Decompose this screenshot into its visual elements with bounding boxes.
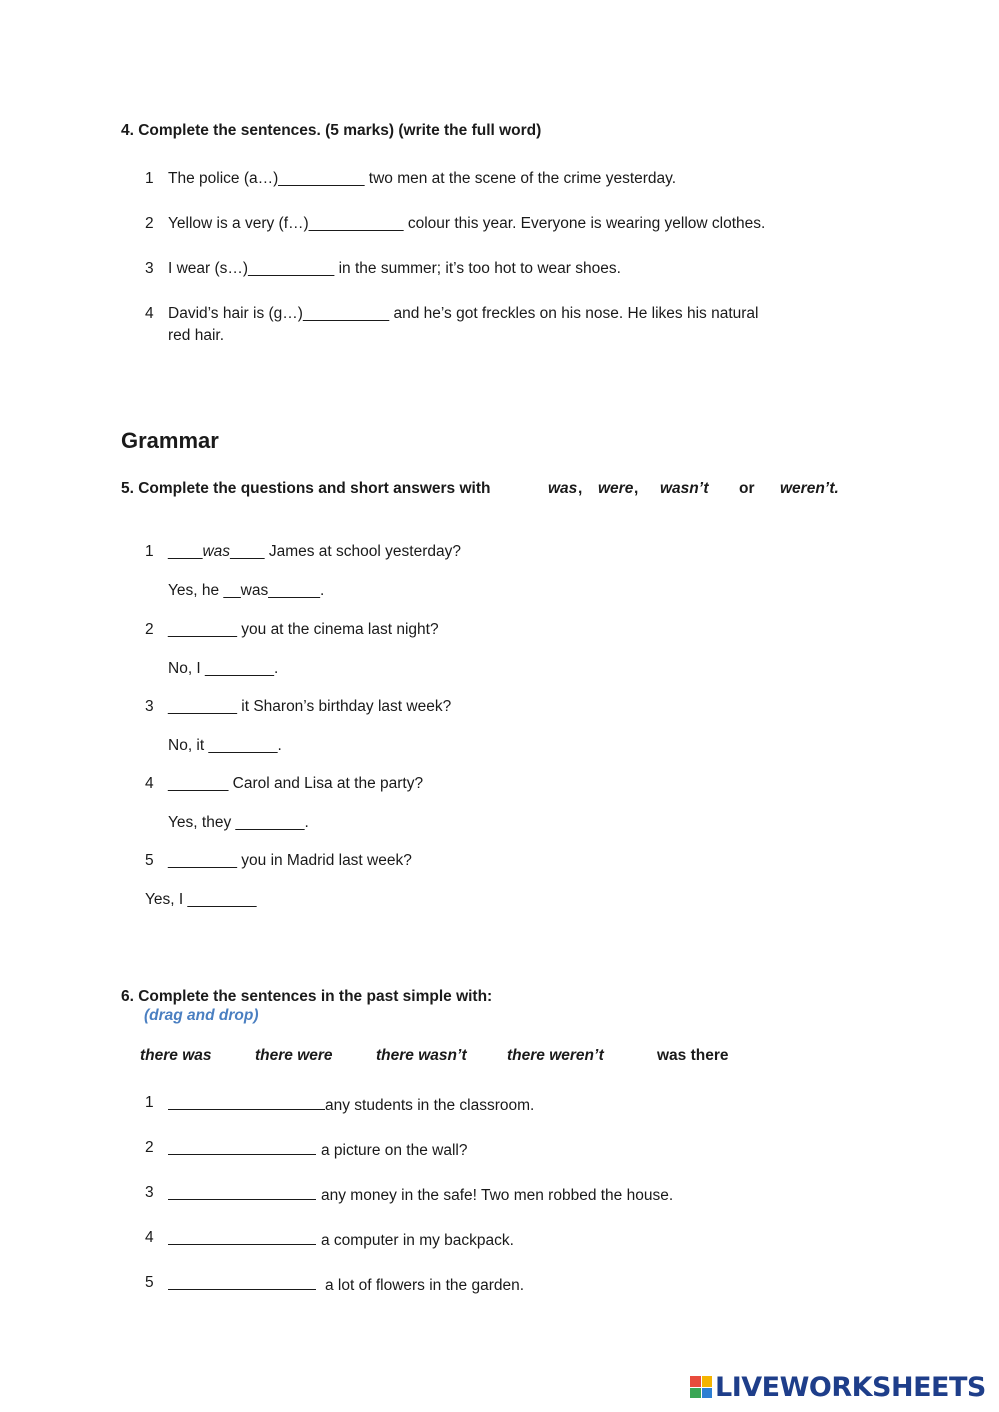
sentence-6-4: [168, 1229, 514, 1250]
item-number: 3: [145, 698, 154, 715]
sentence-4-2[interactable]: Yellow is a very (f…)___________ colour this year. Everyone is wearing yellow clothes.: [168, 215, 766, 232]
drag-drop-hint: (drag and drop): [144, 1007, 259, 1024]
word-was: was: [548, 480, 578, 497]
sentence-text: a computer in my backpack.: [321, 1232, 514, 1249]
answer-5-4[interactable]: Yes, they ________.: [168, 814, 309, 831]
drop-target[interactable]: [168, 1184, 316, 1200]
example-answer: was: [202, 543, 231, 560]
grammar-heading: Grammar: [121, 428, 219, 453]
answer-5-5[interactable]: Yes, I ________: [145, 891, 257, 908]
item-number: 2: [145, 1139, 154, 1156]
item-number: 1: [145, 1094, 154, 1111]
sentence-4-4-continued: red hair.: [168, 327, 225, 344]
question-5-3[interactable]: ________ it Sharon’s birthday last week?: [168, 698, 452, 715]
question-5-5[interactable]: ________ you in Madrid last week?: [168, 852, 412, 869]
item-number: 4: [145, 775, 154, 792]
drop-target[interactable]: [168, 1274, 316, 1290]
logo-text: LIVEWORKSHEETS: [715, 1371, 986, 1403]
sentence-text: a picture on the wall?: [321, 1142, 468, 1159]
drop-target[interactable]: [168, 1094, 325, 1110]
item-number: 5: [145, 852, 154, 869]
sentence-text: a lot of flowers in the garden.: [325, 1277, 525, 1294]
sentence-4-1[interactable]: The police (a…)__________ two men at the scene of the crime yesterday.: [168, 170, 677, 187]
item-number: 3: [145, 1184, 154, 1201]
item-number: 1: [145, 543, 154, 560]
item-number: 4: [145, 305, 154, 322]
item-number: 3: [145, 260, 154, 277]
sentence-4-3[interactable]: I wear (s…)__________ in the summer; it’s too hot to wear shoes.: [168, 260, 621, 277]
word-wasnt: wasn’t: [660, 480, 709, 497]
question-text: ____ James at school yesterday?: [230, 543, 461, 560]
word-there-werent[interactable]: there weren’t: [507, 1047, 604, 1064]
sentence-6-1: [168, 1094, 534, 1115]
item-number: 1: [145, 170, 154, 187]
drop-target[interactable]: [168, 1139, 316, 1155]
sentence-6-3: [168, 1184, 673, 1205]
word-there-wasnt[interactable]: there wasn’t: [376, 1047, 467, 1064]
answer-5-3[interactable]: No, it ________.: [168, 737, 282, 754]
item-number: 4: [145, 1229, 154, 1246]
word-there-were[interactable]: there were: [255, 1047, 333, 1064]
item-number: 2: [145, 215, 154, 232]
item-number: 5: [145, 1274, 154, 1291]
word-were: were: [598, 480, 634, 497]
sentence-6-2: [168, 1139, 467, 1160]
liveworksheets-logo: [690, 1371, 986, 1403]
section-5-title: [121, 480, 490, 498]
question-5-1: [168, 543, 461, 561]
sentence-text: any money in the safe! Two men robbed the house.: [321, 1187, 674, 1204]
word-was-there[interactable]: was there: [657, 1047, 729, 1064]
section-4-title: 4. Complete the sentences. (5 marks) (write the full word): [121, 122, 542, 139]
comma: ,: [578, 480, 583, 497]
liveworksheets-logo-icon: [690, 1376, 712, 1398]
answer-5-2[interactable]: No, I ________.: [168, 660, 279, 677]
answer-5-1: Yes, he __was______.: [168, 582, 325, 599]
item-number: 2: [145, 621, 154, 638]
question-5-2[interactable]: ________ you at the cinema last night?: [168, 621, 439, 638]
section-6-title: 6. Complete the sentences in the past simple with:: [121, 988, 493, 1005]
question-5-4[interactable]: _______ Carol and Lisa at the party?: [168, 775, 424, 792]
word-there-was[interactable]: there was: [140, 1047, 212, 1064]
section-5-title-text: 5. Complete the questions and short answers with: [121, 480, 491, 497]
comma: ,: [634, 480, 639, 497]
sentence-4-4[interactable]: David’s hair is (g…)__________ and he’s got freckles on his nose. He likes his natural: [168, 305, 759, 322]
drop-target[interactable]: [168, 1229, 316, 1245]
sentence-text: any students in the classroom.: [325, 1097, 535, 1114]
blank-pre: ____: [168, 543, 203, 560]
word-or: or: [739, 480, 755, 497]
sentence-6-5: [168, 1274, 524, 1295]
word-werent: weren’t.: [780, 480, 839, 497]
